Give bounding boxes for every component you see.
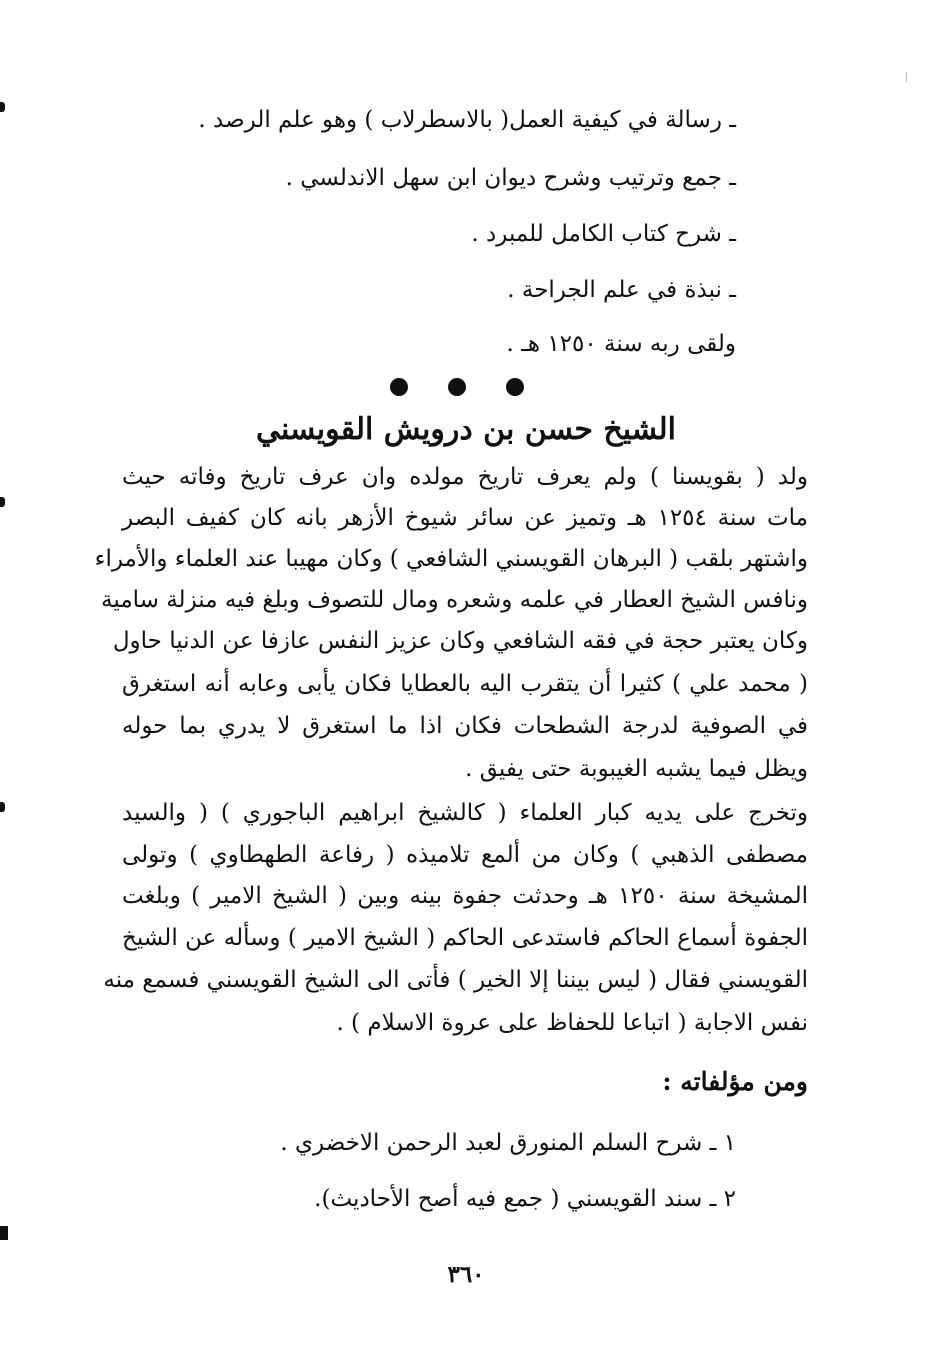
section-ornament	[380, 376, 540, 400]
list-item: ـ رسالة في كيفية العمل( بالاسطرلاب ) وهو علم الرصد .	[198, 107, 736, 133]
paragraph-line: ( محمد علي ) كثيرا أن يتقرب اليه بالعطايا فكان يأبى وعابه أنه استغرق	[122, 671, 808, 697]
margin-mark	[0, 497, 5, 507]
list-item: ١ ـ شرح السلم المنورق لعبد الرحمن الاخضري .	[280, 1130, 736, 1156]
paragraph-line: ويظل فيما يشبه الغيبوبة حتى يفيق .	[465, 756, 808, 782]
section-heading: الشيخ حسن بن درويش القويسني	[255, 412, 676, 447]
paragraph-line: في الصوفية لدرجة الشطحات فكان اذا ما استغرق لا يدري بما حوله	[122, 713, 808, 739]
paragraph-line: وكان يعتبر حجة في فقه الشافعي وكان عزيز النفس عازفا عن الدنيا حاول	[112, 628, 808, 654]
paragraph-line: واشتهر بلقب ( البرهان القويسني الشافعي ) وكان مهيبا عند العلماء والأمراء	[94, 546, 808, 572]
ornament-dot	[390, 378, 408, 396]
margin-mark	[0, 102, 5, 112]
paragraph-line: المشيخة سنة ١٢٥٠ هـ وحدثت جفوة بينه وبين ( الشيخ الامير ) وبلغت	[122, 883, 808, 909]
page-number: ٣٦٠	[447, 1261, 485, 1288]
margin-mark	[0, 802, 5, 812]
list-item: ـ جمع وترتيب وشرح ديوان ابن سهل الاندلسي .	[285, 165, 736, 191]
paragraph-line: الجفوة أسماع الحاكم فاستدعى الحاكم ( الشيخ الامير ) وسأله عن الشيخ	[122, 925, 808, 951]
paragraph-line: مات سنة ١٢٥٤ هـ وتميز عن سائر شيوخ الأزهر بانه كان كفيف البصر	[122, 505, 808, 531]
death-note: ولقى ربه سنة ١٢٥٠ هـ .	[506, 331, 736, 357]
list-item: ـ نبذة في علم الجراحة .	[507, 277, 736, 303]
paragraph-line: القويسني فقال ( ليس بيننا إلا الخير ) فأتى الى الشيخ القويسني فسمع منه	[103, 967, 808, 993]
paragraph-line: مصطفى الذهبي ) وكان من ألمع تلاميذه ( رفاعة الطهطاوي ) وتولى	[122, 842, 808, 868]
list-item: ـ شرح كتاب الكامل للمبرد .	[471, 221, 736, 247]
works-heading: ومن مؤلفاته :	[662, 1067, 808, 1096]
paragraph-line: ونافس الشيخ العطار في علمه وشعره ومال للتصوف وبلغ فيه منزلة سامية	[101, 587, 808, 613]
paragraph-line: نفس الاجابة ( اتباعا للحفاظ على عروة الاسلام ) .	[336, 1010, 808, 1036]
paragraph-line: ولد ( بقويسنا ) ولم يعرف تاريخ مولده وان عرف تاريخ وفاته حيث	[122, 464, 808, 490]
ornament-dot	[448, 378, 466, 396]
ornament-dot	[506, 378, 524, 396]
list-item: ٢ ـ سند القويسني ( جمع فيه أصح الأحاديث).	[314, 1186, 736, 1212]
scan-mark	[906, 72, 907, 82]
paragraph-line: وتخرج على يديه كبار العلماء ( كالشيخ ابراهيم الباجوري ) ( والسيد	[122, 800, 808, 826]
margin-mark	[0, 1226, 8, 1240]
